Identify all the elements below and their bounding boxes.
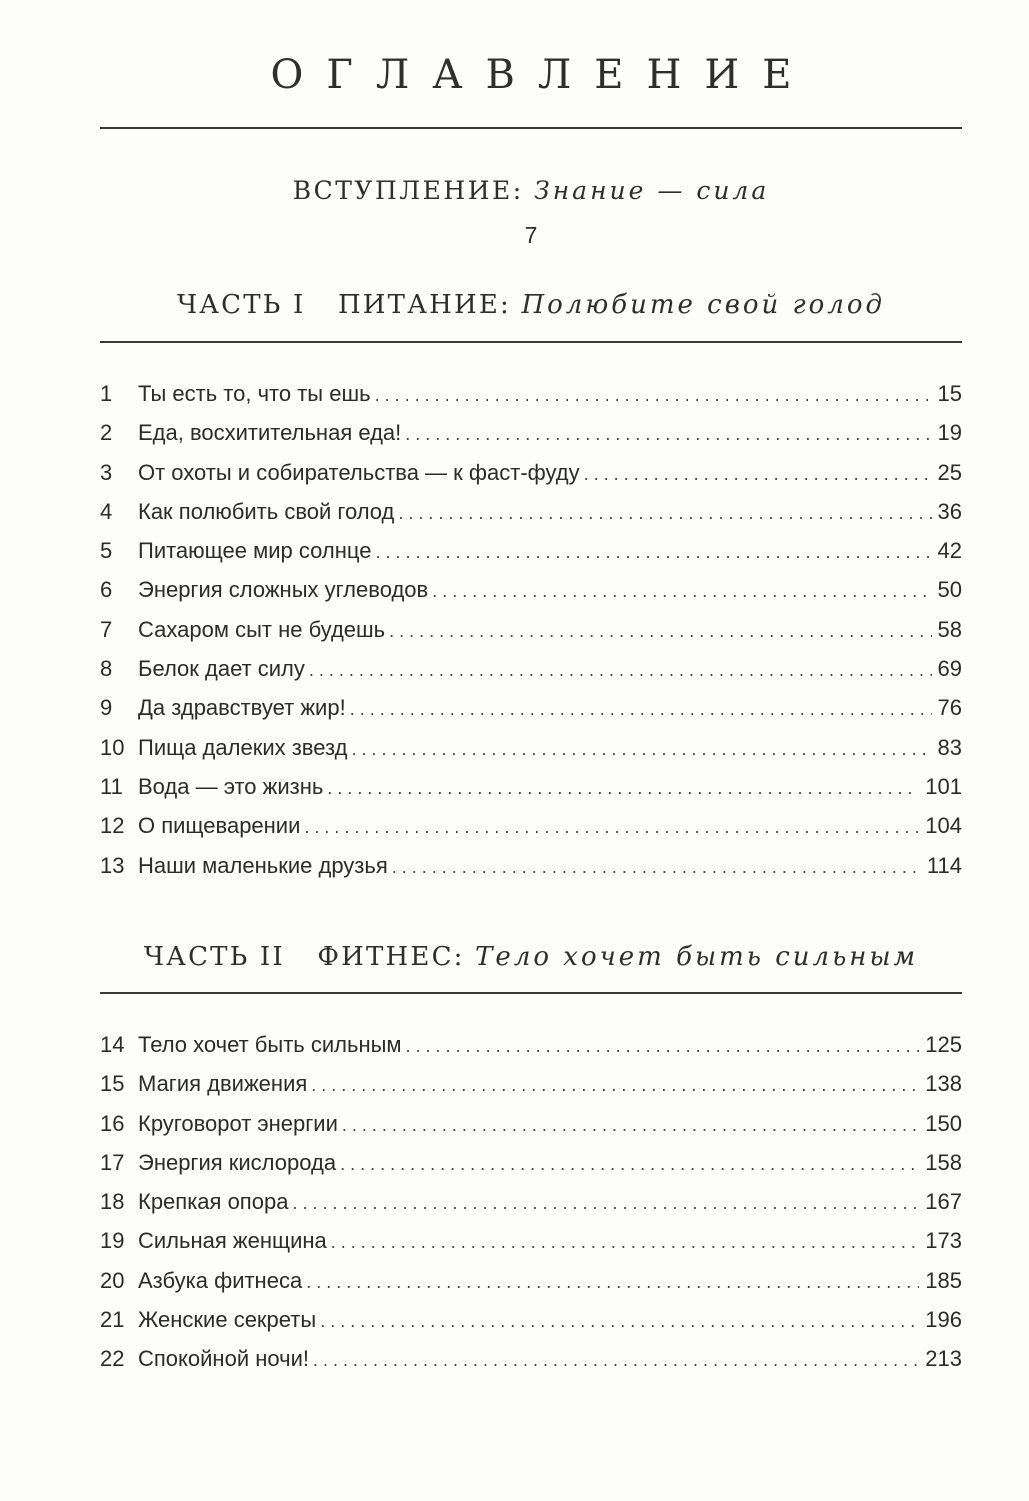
chapter-title: Наши маленькие друзья bbox=[138, 852, 388, 878]
dot-leader bbox=[331, 1232, 920, 1253]
chapter-page-number: 50 bbox=[937, 577, 962, 603]
chapter-title: Круговорот энергии bbox=[138, 1110, 338, 1136]
dot-leader bbox=[398, 503, 931, 524]
chapter-title: Сахаром сыт не будешь bbox=[138, 616, 386, 642]
intro-page-number: 7 bbox=[524, 222, 538, 248]
chapter-number: 18 bbox=[100, 1189, 125, 1215]
dot-leader bbox=[432, 581, 931, 602]
chapter-page-number: 19 bbox=[937, 420, 962, 446]
chapter-page-number: 185 bbox=[925, 1267, 962, 1293]
chapter-title: Да здравствует жир! bbox=[138, 695, 346, 721]
chapter-page-number: 15 bbox=[937, 381, 962, 406]
page-title: ОГЛАВЛЕНИЕ bbox=[270, 52, 815, 98]
dot-leader bbox=[389, 621, 931, 642]
toc-entry bbox=[100, 1307, 962, 1346]
chapter-title: Женские секреты bbox=[138, 1307, 317, 1333]
chapter-number: 22 bbox=[100, 1346, 125, 1372]
chapter-page-number: 138 bbox=[925, 1071, 962, 1097]
toc-entry bbox=[100, 853, 962, 892]
part-2-number: ЧАСТЬ II bbox=[143, 942, 285, 972]
dot-leader bbox=[584, 464, 932, 485]
toc-entry bbox=[100, 813, 962, 852]
chapter-page-number: 196 bbox=[925, 1307, 962, 1333]
toc-entry bbox=[100, 1032, 962, 1071]
intro-subtitle: Знание — сила bbox=[534, 176, 770, 205]
chapter-page-number: 158 bbox=[925, 1149, 962, 1175]
chapter-number: 19 bbox=[100, 1228, 125, 1254]
dot-leader bbox=[350, 699, 932, 720]
chapter-number: 1 bbox=[100, 381, 113, 406]
part-2-label: ФИТНЕС: bbox=[317, 942, 465, 972]
chapter-title: Магия движения bbox=[138, 1071, 308, 1097]
chapter-page-number: 25 bbox=[937, 459, 962, 485]
dot-leader bbox=[351, 739, 931, 760]
toc-entry bbox=[100, 656, 962, 695]
toc-entry bbox=[100, 538, 962, 577]
chapter-page-number: 36 bbox=[937, 498, 962, 524]
toc-entry bbox=[100, 1111, 962, 1150]
chapter-title: Еда, восхитительная еда! bbox=[138, 420, 402, 446]
toc-entry bbox=[100, 1150, 962, 1189]
chapter-number: 21 bbox=[100, 1307, 125, 1333]
chapter-title: Крепкая опора bbox=[138, 1189, 289, 1215]
chapter-page-number: 167 bbox=[925, 1189, 962, 1215]
toc-entry bbox=[100, 735, 962, 774]
part-2-subtitle: Тело хочет быть сильным bbox=[475, 942, 919, 972]
chapter-number: 8 bbox=[100, 656, 113, 682]
chapter-title: Ты есть то, что ты ешь bbox=[138, 381, 371, 406]
dot-leader bbox=[292, 1193, 919, 1214]
chapter-number: 2 bbox=[100, 420, 113, 446]
title-divider bbox=[100, 127, 962, 129]
dot-leader bbox=[340, 1154, 919, 1175]
part-1-chapter-list bbox=[100, 381, 962, 892]
toc-entry bbox=[100, 499, 962, 538]
chapter-number: 14 bbox=[100, 1032, 125, 1057]
dot-leader bbox=[375, 542, 931, 563]
chapter-page-number: 58 bbox=[937, 616, 962, 642]
chapter-page-number: 150 bbox=[925, 1110, 962, 1136]
part-2-divider bbox=[100, 992, 962, 994]
dot-leader bbox=[342, 1115, 919, 1136]
toc-entry bbox=[100, 695, 962, 734]
toc-entry bbox=[100, 1346, 962, 1385]
toc-entry bbox=[100, 617, 962, 656]
toc-entry bbox=[100, 381, 962, 420]
part-1-number: ЧАСТЬ I bbox=[176, 290, 306, 320]
dot-leader bbox=[304, 817, 919, 838]
part-1-label: ПИТАНИЕ: bbox=[337, 290, 512, 320]
chapter-number: 15 bbox=[100, 1071, 125, 1097]
intro-label: ВСТУПЛЕНИЕ: bbox=[292, 176, 524, 205]
chapter-title: От охоты и собирательства — к фаст-фуду bbox=[138, 459, 580, 485]
chapter-title: Энергия кислорода bbox=[138, 1149, 337, 1175]
toc-entry bbox=[100, 774, 962, 813]
chapter-page-number: 125 bbox=[925, 1032, 962, 1057]
dot-leader bbox=[311, 1075, 919, 1096]
chapter-title: Спокойной ночи! bbox=[138, 1346, 309, 1372]
chapter-page-number: 42 bbox=[937, 538, 962, 564]
part-1-divider bbox=[100, 341, 962, 343]
chapter-number: 20 bbox=[100, 1267, 125, 1293]
chapter-title: Сильная женщина bbox=[138, 1228, 327, 1254]
intro-heading bbox=[100, 176, 962, 205]
chapter-title: Азбука фитнеса bbox=[138, 1267, 303, 1293]
chapter-title: Как полюбить свой голод bbox=[138, 498, 395, 524]
dot-leader bbox=[392, 857, 921, 878]
toc-entry bbox=[100, 420, 962, 459]
dot-leader bbox=[405, 424, 931, 445]
chapter-title: Энергия сложных углеводов bbox=[138, 577, 429, 603]
part-2-chapter-list bbox=[100, 1032, 962, 1386]
toc-page bbox=[100, 0, 962, 1501]
chapter-page-number: 104 bbox=[925, 813, 962, 839]
dot-leader bbox=[406, 1036, 920, 1057]
chapter-number: 3 bbox=[100, 459, 113, 485]
toc-entry bbox=[100, 1228, 962, 1267]
toc-entry bbox=[100, 1189, 962, 1228]
chapter-page-number: 213 bbox=[925, 1346, 962, 1372]
chapter-number: 11 bbox=[100, 773, 123, 799]
dot-leader bbox=[313, 1350, 919, 1371]
chapter-title: Белок дает силу bbox=[138, 656, 305, 682]
chapter-title: Питающее мир солнце bbox=[138, 538, 372, 564]
part-1-heading bbox=[100, 290, 962, 320]
chapter-number: 4 bbox=[100, 498, 113, 524]
toc-entry bbox=[100, 1268, 962, 1307]
chapter-number: 9 bbox=[100, 695, 113, 721]
toc-entry bbox=[100, 577, 962, 616]
chapter-page-number: 114 bbox=[926, 852, 962, 878]
chapter-number: 17 bbox=[100, 1149, 125, 1175]
toc-entry bbox=[100, 1071, 962, 1110]
chapter-title: Тело хочет быть сильным bbox=[138, 1032, 402, 1057]
chapter-title: Вода — это жизнь bbox=[138, 773, 324, 799]
chapter-page-number: 69 bbox=[937, 656, 962, 682]
chapter-title: О пищеварении bbox=[138, 813, 301, 839]
dot-leader bbox=[320, 1311, 919, 1332]
chapter-page-number: 101 bbox=[925, 773, 962, 799]
part-2-heading bbox=[100, 942, 962, 972]
chapter-title: Пища далеких звезд bbox=[138, 734, 348, 760]
toc-entry bbox=[100, 460, 962, 499]
chapter-page-number: 76 bbox=[937, 695, 962, 721]
chapter-number: 7 bbox=[100, 616, 113, 642]
dot-leader bbox=[375, 385, 932, 406]
dot-leader bbox=[327, 778, 919, 799]
dot-leader bbox=[306, 1272, 919, 1293]
dot-leader bbox=[309, 660, 932, 681]
chapter-page-number: 83 bbox=[937, 734, 962, 760]
chapter-number: 10 bbox=[100, 734, 125, 760]
chapter-number: 6 bbox=[100, 577, 113, 603]
chapter-number: 5 bbox=[100, 538, 113, 564]
chapter-number: 13 bbox=[100, 852, 125, 878]
part-1-subtitle: Полюбите свой голод bbox=[521, 290, 886, 320]
chapter-page-number: 173 bbox=[925, 1228, 962, 1254]
chapter-number: 12 bbox=[100, 813, 125, 839]
chapter-number: 16 bbox=[100, 1110, 125, 1136]
